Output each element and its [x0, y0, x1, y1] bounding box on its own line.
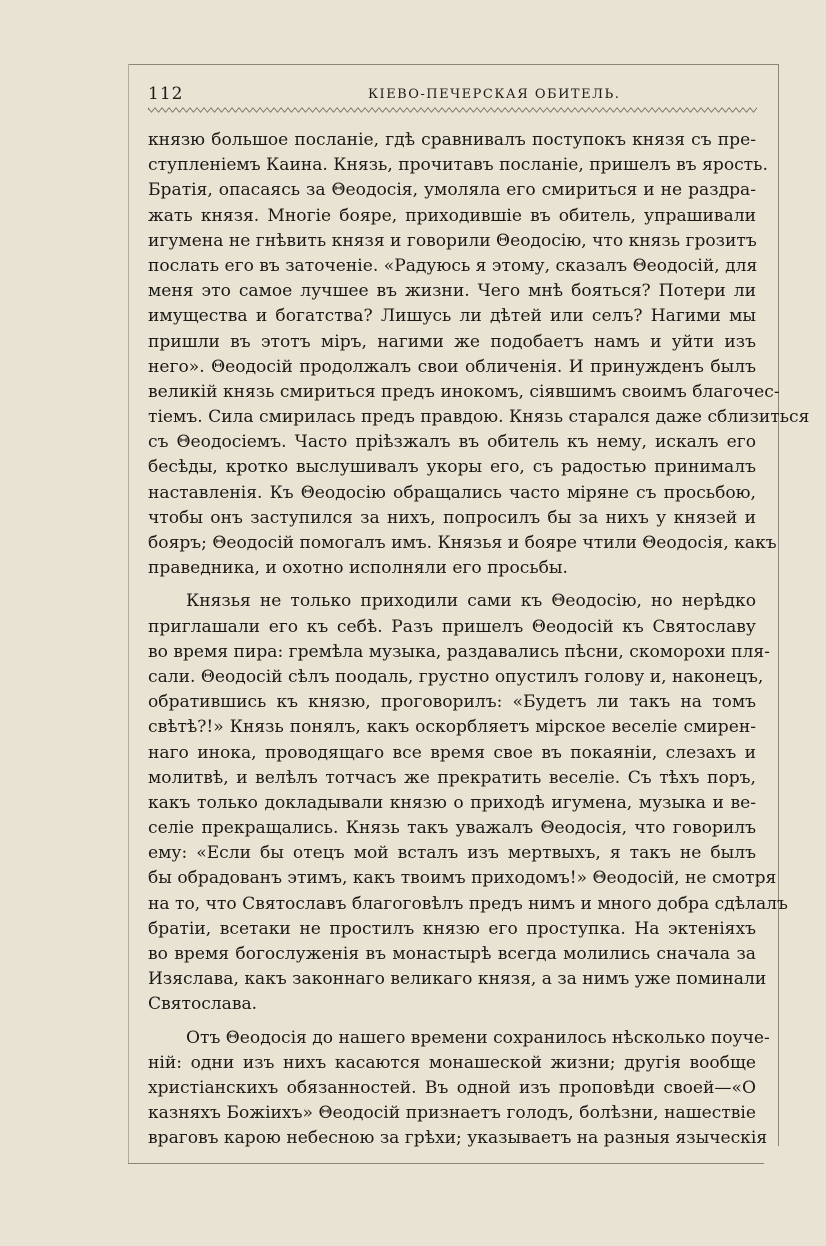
- text-line: праведника, и охотно исполняли его просьбы.: [148, 558, 568, 579]
- text-line: ему: «Если бы отецъ мой всталъ изъ мертвыхъ, я такъ не былъ: [148, 843, 756, 864]
- text-line: послать его въ заточеніе. «Радуюсь я этому, сказалъ Θеодосій, для: [148, 255, 758, 276]
- text-line: чтобы онъ заступился за нихъ, попросилъ бы за нихъ у князей и: [148, 507, 756, 528]
- running-head: [148, 84, 760, 106]
- text-line: на то, что Святославъ благоговѣлъ предъ нимъ и много добра сдѣлалъ: [148, 893, 788, 914]
- text-line: свѣтѣ?!» Князь понялъ, какъ оскорбляетъ мірское веселіе смирен-: [148, 717, 756, 738]
- text-line: ній: одни изъ нихъ касаются монашеской жизни; другія вообще: [148, 1052, 756, 1073]
- text-line: ступленіемъ Каина. Князь, прочитавъ посланіе, пришелъ въ ярость.: [148, 155, 768, 176]
- text-line: христіанскихъ обязанностей. Въ одной изъ проповѣди своей—«О: [148, 1077, 756, 1098]
- frame-rule-bottom: [128, 1163, 764, 1164]
- text-line: князю большое посланіе, гдѣ сравнивалъ поступокъ князя съ пре-: [148, 130, 756, 150]
- text-line: бояръ; Θеодосій помогалъ имъ. Князья и бояре чтили Θеодосія, какъ: [148, 533, 777, 553]
- page-number: 112: [148, 84, 184, 104]
- text-line: Князья не только приходили сами къ Θеодосію, но нерѣдко: [186, 591, 756, 612]
- text-line: казняхъ Божіихъ» Θеодосій признаетъ голодъ, болѣзни, нашествіе: [148, 1103, 756, 1124]
- text-line: Изяслава, какъ законнаго великаго князя, а за нимъ уже поминали: [148, 969, 767, 990]
- text-line: селіе прекращались. Князь такъ уважалъ Θеодосія, что говорилъ: [148, 818, 756, 839]
- text-line: имущества и богатства? Лишусь ли дѣтей или селъ? Нагими мы: [148, 306, 756, 327]
- text-line: пришли въ этотъ міръ, нагими же подобаетъ намъ и уйти изъ: [148, 331, 756, 352]
- text-line: Святослава.: [148, 994, 258, 1015]
- paragraph: [148, 1026, 770, 1152]
- text-line: Братія, опасаясь за Θеодосія, умоляла его смириться и не раздра-: [148, 180, 756, 201]
- text-line: приглашали его къ себѣ. Разъ пришелъ Θеодосій къ Святославу: [148, 616, 756, 637]
- text-line: во время пира: гремѣла музыка, раздавались пѣсни, скоморохи пля-: [148, 641, 770, 662]
- wavy-divider-ornament: [148, 106, 758, 114]
- text-line: съ Θеодосіемъ. Часто пріѣзжалъ въ обитель къ нему, искалъ его: [148, 432, 756, 453]
- text-line: наставленія. Къ Θеодосію обращались часто міряне съ просьбою,: [148, 482, 756, 503]
- paragraph-gap: [148, 1018, 756, 1026]
- text-line: него». Θеодосій продолжалъ свои обличенія. И принужденъ былъ: [148, 356, 756, 377]
- text-line: обратившись къ князю, проговорилъ: «Будетъ ли такъ на томъ: [148, 692, 756, 713]
- text-line: меня это самое лучшее въ жизни. Чего мнѣ бояться? Потери ли: [148, 281, 756, 302]
- frame-rule-left: [128, 64, 129, 1164]
- text-line: игумена не гнѣвить князя и говорили Θеодосію, что князь грозитъ: [148, 230, 757, 251]
- paragraph-gap: [148, 581, 756, 589]
- text-line: бы обрадованъ этимъ, какъ твоимъ приходомъ!» Θеодосій, не смотря: [148, 868, 777, 889]
- frame-rule-top: [128, 64, 778, 65]
- running-title: КІЕВО-ПЕЧЕРСКАЯ ОБИТЕЛЬ.: [368, 87, 621, 102]
- frame-rule-right: [778, 64, 779, 1146]
- text-line: бесѣды, кротко выслушивалъ укоры его, съ радостью принималъ: [148, 457, 756, 478]
- text-line: сали. Θеодосій сѣлъ поодаль, грустно опустилъ голову и, наконецъ,: [148, 666, 764, 687]
- text-line: тіемъ. Сила смирилась предъ правдою. Князь старался даже сблизиться: [148, 407, 810, 428]
- text-line: молитвѣ, и велѣлъ тотчасъ же прекратить веселіе. Съ тѣхъ поръ,: [148, 767, 756, 788]
- text-line: наго инока, проводящаго все время свое въ покаяніи, слезахъ и: [148, 742, 756, 763]
- text-line: братіи, всетаки не простилъ князю его проступка. На эктеніяхъ: [148, 918, 756, 939]
- text-line: какъ только докладывали князю о приходѣ игумена, музыка и ве-: [148, 792, 756, 813]
- text-line: Отъ Θеодосія до нашего времени сохранилось нѣсколько поуче-: [186, 1027, 770, 1048]
- text-line: враговъ карою небесною за грѣхи; указываетъ на разныя языческія: [148, 1128, 768, 1149]
- text-line: во время богослуженія въ монастырѣ всегда молились сначала за: [148, 944, 756, 964]
- paragraph: [148, 589, 788, 1017]
- text-line: жать князя. Многіе бояре, приходившіе въ обитель, упрашивали: [148, 205, 756, 226]
- paragraph: [148, 128, 810, 581]
- text-body: [148, 128, 810, 1152]
- text-line: великій князь смириться предъ инокомъ, сіявшимъ своимъ благочес-: [148, 381, 780, 402]
